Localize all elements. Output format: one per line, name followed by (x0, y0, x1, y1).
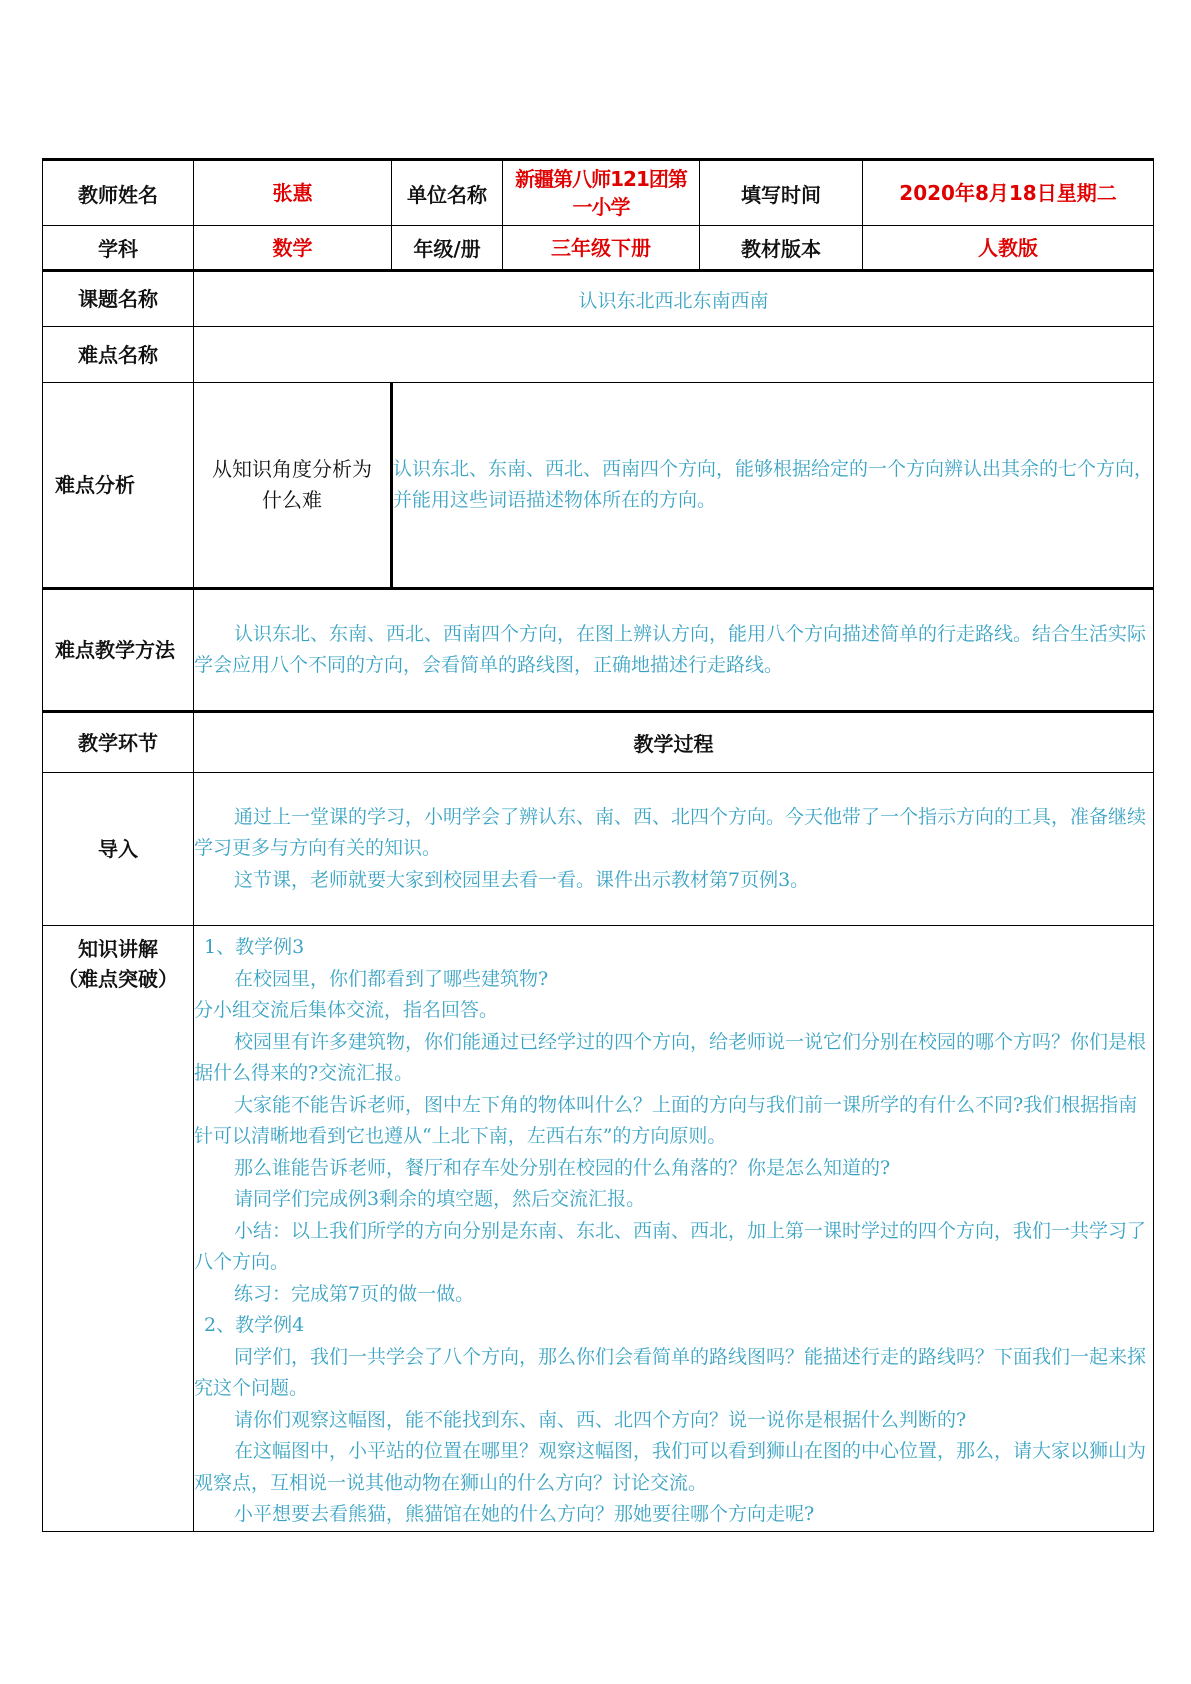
difficulty-name-label: 难点名称 (43, 327, 194, 383)
knowledge-content-cell (194, 926, 1154, 1532)
difficulty-analysis-content: 认识东北、东南、西北、西南四个方向，能够根据给定的一个方向辨认出其余的七个方向，并能用这些词语描述物体所在的方向。 (393, 457, 1154, 511)
knowledge-paragraph: 小平想要去看熊猫，熊猫馆在她的什么方向？那她要往哪个方向走呢? (234, 1503, 815, 1525)
knowledge-paragraph: 校园里有许多建筑物，你们能通过已经学过的四个方向，给老师说一说它们分别在校园的哪个方吗？你们是根据什么得来的?交流汇报。 (194, 1030, 1147, 1084)
teacher-name-label: 教师姓名 (43, 160, 194, 226)
knowledge-paragraph: 在校园里，你们都看到了哪些建筑物? (234, 967, 549, 990)
fill-date-label: 填写时间 (700, 160, 863, 226)
knowledge-label-cell (43, 926, 194, 1532)
difficulty-analysis-sublabel: 从知识角度分析为什么难 (212, 457, 372, 512)
unit-name-value: 新疆第八师121团第一小学 (503, 160, 700, 226)
difficulty-analysis-content-cell (392, 383, 1154, 589)
section-heading: 1、教学例3 (204, 936, 305, 958)
edition-label: 教材版本 (700, 226, 863, 271)
topic-value: 认识东北西北东南西南 (194, 271, 1154, 327)
difficulty-name-row (43, 327, 1154, 383)
intro-paragraph: 通过上一堂课的学习，小明学会了辨认东、南、西、北四个方向。今天他带了一个指示方向的工具，准备继续学习更多与方向有关的知识。 (194, 805, 1147, 860)
knowledge-label: 知识讲解 (78, 937, 158, 961)
knowledge-paragraph: 大家能不能告诉老师，图中左下角的物体叫什么？上面的方向与我们前一课所学的有什么不同?我们根据指南针可以清晰地看到它也遵从“上北下南，左西右东”的方向原则。 (194, 1093, 1138, 1147)
difficulty-analysis-subcell (194, 383, 392, 589)
subject-value: 数学 (194, 226, 392, 271)
topic-row (43, 271, 1154, 327)
intro-label: 导入 (43, 773, 194, 926)
grade-value: 三年级下册 (503, 226, 700, 271)
teaching-method-content: 认识东北、东南、西北、西南四个方向，在图上辨认方向，能用八个方向描述简单的行走路线。结合生活实际学会应用八个不同的方向，会看简单的路线图，正确地描述行走路线。 (194, 622, 1147, 676)
grade-label: 年级/册 (392, 226, 503, 271)
knowledge-paragraph: 同学们，我们一共学会了八个方向，那么你们会看简单的路线图吗？能描述行走的路线吗？下面我们一起来探究这个问题。 (194, 1345, 1147, 1399)
fill-date-value: 2020年8月18日星期二 (863, 160, 1154, 226)
difficulty-analysis-row (43, 383, 1154, 589)
intro-paragraph: 这节课，老师就要大家到校园里去看一看。课件出示教材第7页例3。 (234, 868, 810, 891)
section-heading: 2、教学例4 (204, 1314, 305, 1336)
unit-name-label: 单位名称 (392, 160, 503, 226)
summary-paragraph: 小结：以上我们所学的方向分别是东南、东北、西南、西北，加上第一课时学过的四个方向，我们一共学习了八个方向。 (194, 1219, 1147, 1273)
teaching-method-label: 难点教学方法 (43, 589, 194, 712)
lesson-plan-table (42, 158, 1154, 1532)
header-row-1 (43, 160, 1154, 226)
intro-row (43, 773, 1154, 926)
teacher-name-value: 张惠 (194, 160, 392, 226)
teaching-process-label: 教学过程 (194, 712, 1154, 773)
header-row-2 (43, 226, 1154, 271)
process-header-row (43, 712, 1154, 773)
knowledge-sublabel: （难点突破） (58, 967, 178, 991)
topic-label: 课题名称 (43, 271, 194, 327)
knowledge-content (194, 932, 1153, 1531)
knowledge-paragraph: 请你们观察这幅图，能不能找到东、南、西、北四个方向？说一说你是根据什么判断的? (234, 1408, 967, 1431)
teaching-stage-label: 教学环节 (43, 712, 194, 773)
intro-content-cell (194, 773, 1154, 926)
knowledge-paragraph: 在这幅图中，小平站的位置在哪里？观察这幅图，我们可以看到狮山在图的中心位置，那么，请大家以狮山为观察点，互相说一说其他动物在狮山的什么方向？讨论交流。 (194, 1440, 1147, 1494)
teaching-method-row (43, 589, 1154, 712)
edition-value: 人教版 (863, 226, 1154, 271)
knowledge-paragraph: 那么谁能告诉老师，餐厅和存车处分别在校园的什么角落的？你是怎么知道的? (234, 1156, 891, 1179)
practice-paragraph: 练习：完成第7页的做一做。 (234, 1282, 475, 1305)
difficulty-name-value (194, 327, 1154, 383)
subject-label: 学科 (43, 226, 194, 271)
difficulty-analysis-label: 难点分析 (43, 383, 194, 589)
knowledge-row (43, 926, 1154, 1532)
intro-content (194, 802, 1153, 897)
teaching-method-content-cell (194, 589, 1154, 712)
knowledge-paragraph: 分小组交流后集体交流，指名回答。 (194, 999, 499, 1021)
knowledge-paragraph: 请同学们完成例3剩余的填空题，然后交流汇报。 (234, 1188, 646, 1210)
